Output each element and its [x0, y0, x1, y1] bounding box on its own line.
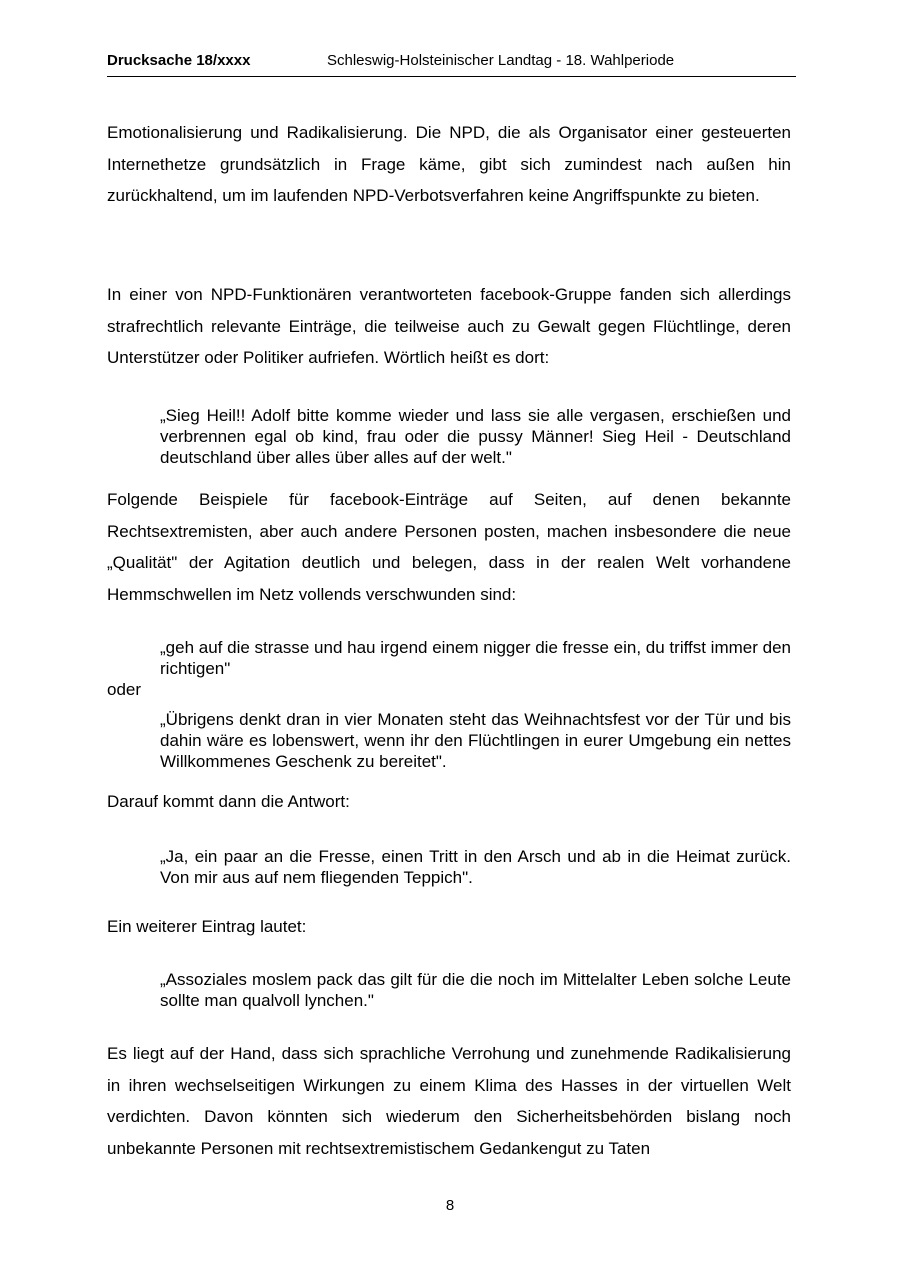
paragraph: In einer von NPD-Funktionären verantworteten facebook-Gruppe fanden sich allerdings strafrechtlich relevante Einträge, die teilweise auch zu Gewalt gegen Flüchtlinge, deren Unterstützer oder Politiker aufriefen. Wörtlich heißt es dort:	[107, 285, 791, 367]
connector-text: oder	[107, 680, 142, 699]
block-quote: „Assoziales moslem pack das gilt für die die noch im Mittelalter Leben solche Leute sollte man qualvoll lynchen."	[160, 970, 791, 1010]
paragraph: Es liegt auf der Hand, dass sich sprachliche Verrohung und zunehmende Radikalisierung in ihren wechselseitigen Wirkungen zu einem Klima des Hasses in der virtuellen Welt verdichten. Davon könnten sich wiederum den Sicherheitsbehörden bislang noch unbekannte Personen mit rechtsextremistischem Gedankengut zu Taten	[107, 1044, 791, 1158]
paragraph: Ein weiterer Eintrag lautet:	[107, 917, 307, 936]
page-number: 8	[445, 1197, 455, 1214]
paragraph: Folgende Beispiele für facebook-Einträge auf Seiten, auf denen bekannte Rechtsextremisten, aber auch andere Personen posten, machen insbesondere die neue „Qualität" der Agitation deutlich und belegen, dass in der realen Welt vorhandene Hemmschwellen im Netz vollends verschwunden sind:	[107, 490, 791, 604]
document-number: Drucksache 18/xxxx	[107, 52, 251, 69]
block-quote: „Ja, ein paar an die Fresse, einen Tritt in den Arsch und ab in die Heimat zurück. Von mir aus auf nem fliegenden Teppich".	[160, 847, 791, 887]
paragraph: Emotionalisierung und Radikalisierung. Die NPD, die als Organisator einer gesteuerten Internethetze grundsätzlich in Frage käme, gibt sich zumindest nach außen hin zurückhaltend, um im laufenden NPD-Verbotsverfahren keine Angriffspunkte zu bieten.	[107, 123, 791, 205]
paragraph: Darauf kommt dann die Antwort:	[107, 792, 350, 811]
block-quote: „Sieg Heil!! Adolf bitte komme wieder und lass sie alle vergasen, erschießen und verbrennen egal ob kind, frau oder die pussy Männer! Sieg Heil - Deutschland deutschland über alles über alles auf der welt."	[160, 406, 791, 467]
page-header	[107, 52, 796, 77]
block-quote: „geh auf die strasse und hau irgend einem nigger die fresse ein, du triffst immer den richtigen"	[160, 638, 791, 678]
block-quote: „Übrigens denkt dran in vier Monaten steht das Weihnachtsfest vor der Tür und bis dahin wäre es lobenswert, wenn ihr den Flüchtlingen in eurer Umgebung ein nettes Willkommenes Geschenk zu bereitet".	[160, 710, 791, 771]
document-source: Schleswig-Holsteinischer Landtag - 18. Wahlperiode	[327, 52, 675, 69]
